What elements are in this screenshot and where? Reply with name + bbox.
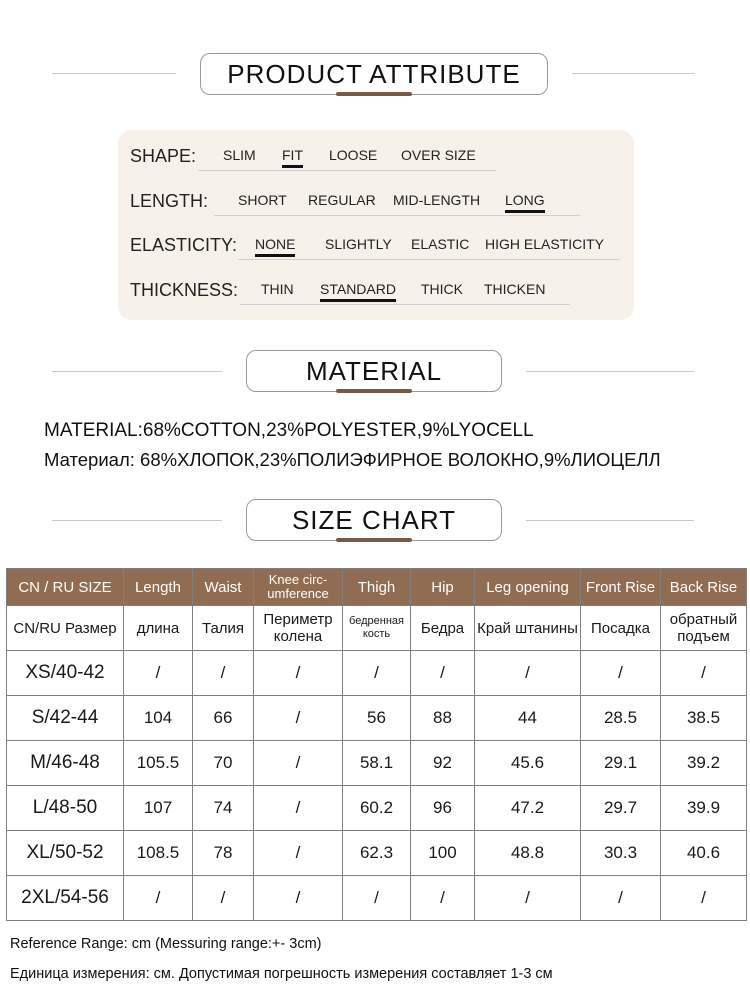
attribute-option: HIGH ELASTICITY [485, 236, 605, 252]
measurement-cell: / [193, 651, 254, 696]
size-table [6, 568, 747, 921]
measurement-cell: 107 [124, 786, 193, 831]
measurement-cell: 92 [411, 741, 475, 786]
measurement-cell: / [581, 651, 661, 696]
measurement-cell: / [254, 651, 343, 696]
divider-left [52, 520, 222, 521]
table-header-cell: CN / RU SIZE [7, 569, 124, 606]
attribute-label: THICKNESS: [130, 280, 239, 300]
title-accent-bar [336, 389, 412, 393]
reference-note-ru: Единица измерения: см. Допустимая погрешность измерения составляет 1-3 см [10, 966, 553, 982]
table-header-cell: Knee circ-umference [254, 569, 343, 606]
attribute-option-selected: FIT [282, 147, 303, 163]
measurement-cell: 45.6 [475, 741, 581, 786]
measurement-cell: / [124, 876, 193, 921]
measurement-cell: 29.7 [581, 786, 661, 831]
attribute-label: SHAPE: [130, 146, 197, 166]
measurement-cell: 30.3 [581, 831, 661, 876]
section-title-size-chart [246, 499, 502, 541]
size-cell: 2XL/54-56 [7, 876, 124, 921]
attribute-underline [214, 215, 580, 216]
measurement-cell: / [661, 651, 747, 696]
section-title-material [246, 350, 502, 392]
table-header-cell: Front Rise [581, 569, 661, 606]
measurement-cell: / [343, 651, 411, 696]
material-en-label: MATERIAL: [44, 420, 143, 441]
measurement-cell: 40.6 [661, 831, 747, 876]
table-header-ru-cell: CN/RU Размер [7, 606, 124, 651]
material-en-value: 68%COTTON,23%POLYESTER,9%LYOCELL [142, 420, 534, 441]
material-ru [44, 449, 661, 471]
measurement-cell: 29.1 [581, 741, 661, 786]
table-header-ru-cell: длина [124, 606, 193, 651]
attribute-underline [240, 304, 570, 305]
attribute-option: THICKEN [484, 281, 546, 297]
attribute-option: SHORT [238, 192, 287, 208]
divider-left [52, 371, 222, 372]
attribute-row-elasticity [118, 233, 634, 263]
table-header-ru-cell: бедренная кость [343, 606, 411, 651]
attribute-option: SLIM [223, 147, 256, 163]
measurement-cell: 66 [193, 696, 254, 741]
table-header-ru-row [7, 606, 747, 651]
attribute-option-selected: NONE [255, 236, 296, 252]
table-header-ru-cell: обратный подъем [661, 606, 747, 651]
measurement-cell: / [193, 876, 254, 921]
size-cell: S/42-44 [7, 696, 124, 741]
measurement-cell: 62.3 [343, 831, 411, 876]
measurement-cell: / [581, 876, 661, 921]
table-header-cell: Thigh [343, 569, 411, 606]
measurement-cell: 104 [124, 696, 193, 741]
attribute-option-selected: STANDARD [320, 281, 396, 297]
measurement-cell: 60.2 [343, 786, 411, 831]
measurement-cell: / [254, 876, 343, 921]
measurement-cell: 108.5 [124, 831, 193, 876]
table-row [7, 831, 747, 876]
attribute-option-selected: LONG [505, 192, 545, 208]
measurement-cell: / [411, 651, 475, 696]
table-header-cell: Hip [411, 569, 475, 606]
attribute-row-shape [118, 144, 634, 174]
measurement-cell: / [254, 741, 343, 786]
attribute-row-length [118, 189, 634, 219]
divider-left [52, 73, 176, 74]
measurement-cell: / [254, 786, 343, 831]
table-header-cell: Waist [193, 569, 254, 606]
size-cell: XL/50-52 [7, 831, 124, 876]
section-title-text: MATERIAL [305, 356, 443, 386]
measurement-cell: 39.2 [661, 741, 747, 786]
section-title-text: PRODUCT ATTRIBUTE [227, 59, 521, 89]
attribute-option: LOOSE [329, 147, 378, 163]
attribute-option: ELASTIC [411, 236, 470, 252]
table-row [7, 696, 747, 741]
measurement-cell: 58.1 [343, 741, 411, 786]
material-ru-label: Материал: [44, 449, 135, 470]
reference-note-en: Reference Range: cm (Messuring range:+- 3cm) [10, 936, 322, 952]
measurement-cell: 28.5 [581, 696, 661, 741]
attribute-option: MID-LENGTH [393, 192, 481, 208]
divider-right [572, 73, 694, 74]
attribute-label: ELASTICITY: [130, 235, 238, 255]
attribute-option: OVER SIZE [401, 147, 476, 163]
measurement-cell: / [475, 876, 581, 921]
size-cell: M/46-48 [7, 741, 124, 786]
measurement-cell: 96 [411, 786, 475, 831]
measurement-cell: / [254, 696, 343, 741]
measurement-cell: 88 [411, 696, 475, 741]
table-header-cell: Back Rise [661, 569, 747, 606]
attribute-underline [198, 170, 496, 171]
size-cell: L/48-50 [7, 786, 124, 831]
attribute-option: THICK [421, 281, 463, 297]
measurement-cell: 78 [193, 831, 254, 876]
measurement-cell: 70 [193, 741, 254, 786]
table-header-cell: Leg opening [475, 569, 581, 606]
measurement-cell: / [124, 651, 193, 696]
measurement-cell: / [343, 876, 411, 921]
section-title-text: SIZE CHART [291, 505, 457, 535]
table-row [7, 651, 747, 696]
measurement-cell: 47.2 [475, 786, 581, 831]
title-accent-bar [336, 92, 412, 96]
table-header-cell: Length [124, 569, 193, 606]
measurement-cell: / [661, 876, 747, 921]
size-cell: XS/40-42 [7, 651, 124, 696]
divider-right [526, 371, 694, 372]
attribute-panel [118, 130, 634, 320]
section-title-attribute [200, 53, 548, 95]
table-row [7, 876, 747, 921]
material-en [44, 420, 534, 442]
table-header-row [7, 569, 747, 606]
measurement-cell: 48.8 [475, 831, 581, 876]
table-header-ru-cell: Край штанины [475, 606, 581, 651]
attribute-label: LENGTH: [130, 191, 209, 211]
measurement-cell: / [475, 651, 581, 696]
table-header-ru-cell: Талия [193, 606, 254, 651]
table-row [7, 741, 747, 786]
attribute-option: REGULAR [308, 192, 376, 208]
table-row [7, 786, 747, 831]
table-header-ru-cell: Бедра [411, 606, 475, 651]
measurement-cell: / [254, 831, 343, 876]
divider-right [526, 520, 694, 521]
measurement-cell: 39.9 [661, 786, 747, 831]
table-header-ru-cell: Посадка [581, 606, 661, 651]
measurement-cell: 105.5 [124, 741, 193, 786]
material-ru-value: 68%ХЛОПОК,23%ПОЛИЭФИРНОЕ ВОЛОКНО,9%ЛИОЦЕЛЛ [140, 449, 661, 470]
measurement-cell: 56 [343, 696, 411, 741]
measurement-cell: 74 [193, 786, 254, 831]
table-header-ru-cell: Периметр колена [254, 606, 343, 651]
size-table-body [7, 651, 747, 921]
title-accent-bar [336, 538, 412, 542]
attribute-underline [238, 259, 620, 260]
attribute-option: SLIGHTLY [325, 236, 392, 252]
measurement-cell: 100 [411, 831, 475, 876]
attribute-row-thickness [118, 278, 634, 308]
measurement-cell: 44 [475, 696, 581, 741]
measurement-cell: / [411, 876, 475, 921]
attribute-option: THIN [261, 281, 294, 297]
measurement-cell: 38.5 [661, 696, 747, 741]
